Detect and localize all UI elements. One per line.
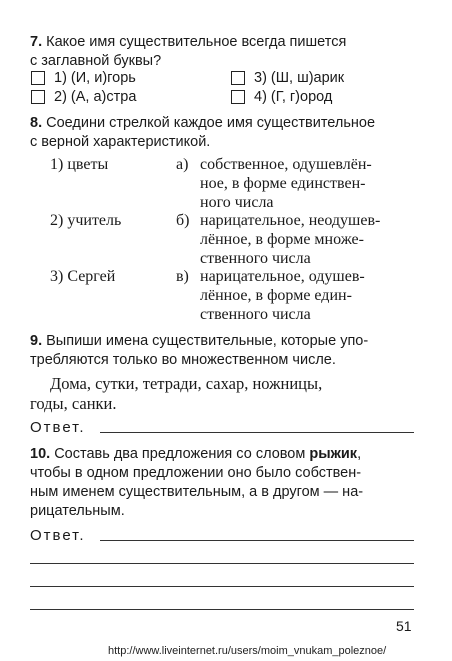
page-number: 51 [396, 618, 412, 634]
footer-url[interactable]: http://www.liveinternet.ru/users/moim_vnukam_poleznoe/ [108, 645, 387, 657]
q8-char-a-letter: а) [176, 156, 189, 173]
q10-number: 10. [30, 446, 51, 462]
q8-char-b-line1: нарицательное, неодушев- [200, 212, 381, 229]
q7-option1-label: 1) (И, и)горь [54, 70, 136, 86]
q8-word-2: 2) учитель [50, 212, 122, 229]
q7-text-line1: Какое имя существительное всегда пишется [46, 34, 347, 50]
q8-char-c-letter: в) [176, 268, 189, 285]
q8-line1 [30, 113, 375, 133]
q7-option4-label: 4) (Г, г)ород [254, 89, 333, 105]
q7-text-line2: с заглавной буквы? [30, 53, 162, 69]
q9-words-line2: годы, санки. [30, 394, 117, 413]
q10-keyword: рыжик [309, 446, 358, 462]
q9-text-line2: требляются только во множественном числе. [30, 352, 336, 368]
q8-char-c-line1: нарицательное, одушев- [200, 268, 365, 285]
q7-option2-label: 2) (А, а)стра [54, 89, 137, 105]
q8-word-1: 1) цветы [50, 156, 109, 173]
q9-words-line1: Дома, сутки, тетради, сахар, ножницы, [50, 374, 323, 393]
q8-char-a-line1: собственное, одушевлён- [200, 156, 372, 173]
q8-text-line2: с верной характеристикой. [30, 134, 211, 150]
q10-text-line1-post: , [357, 446, 362, 462]
q8-char-a-line3: ного числа [200, 194, 274, 211]
q9-number: 9. [30, 333, 43, 349]
q9-text-line1: Выпиши имена существительные, которые упо- [46, 333, 369, 349]
q10-answer-line-2[interactable] [30, 563, 414, 564]
q10-text-line4: рицательным. [30, 503, 125, 519]
q7-line1 [30, 32, 346, 52]
q10-answer-label: Ответ. [30, 527, 86, 544]
q7-number: 7. [30, 34, 43, 50]
q7-option3-label: 3) (Ш, ш)арик [254, 70, 345, 86]
q9-line1 [30, 331, 368, 351]
q10-line1 [30, 444, 361, 464]
q8-char-b-line2: лённое, в форме множе- [200, 231, 364, 248]
q8-word-3: 3) Сергей [50, 268, 116, 285]
q10-text-line1-pre: Составь два предложения со словом [54, 446, 306, 462]
q10-answer-line-3[interactable] [30, 586, 414, 587]
q8-char-c-line2: лённое, в форме един- [200, 287, 352, 304]
q8-char-c-line3: ственного числа [200, 306, 311, 323]
q8-number: 8. [30, 115, 43, 131]
q10-text-line2: чтобы в одном предложении оно было собствен- [30, 465, 362, 481]
q7-option3-checkbox[interactable] [231, 71, 245, 85]
q10-answer-line-4[interactable] [30, 609, 414, 610]
q7-option2-checkbox[interactable] [31, 90, 45, 104]
q7-option4-checkbox[interactable] [231, 90, 245, 104]
q8-char-b-letter: б) [176, 212, 190, 229]
q9-answer-label: Ответ. [30, 419, 86, 436]
q8-text-line1: Соедини стрелкой каждое имя существительное [46, 115, 376, 131]
q8-char-b-line3: ственного числа [200, 250, 311, 267]
q10-answer-line-1[interactable] [100, 540, 414, 541]
q10-text-line3: ным именем существительным, а в другом — на- [30, 484, 364, 500]
q7-option1-checkbox[interactable] [31, 71, 45, 85]
q9-answer-line[interactable] [100, 432, 414, 433]
q8-char-a-line2: ное, в форме единствен- [200, 175, 366, 192]
